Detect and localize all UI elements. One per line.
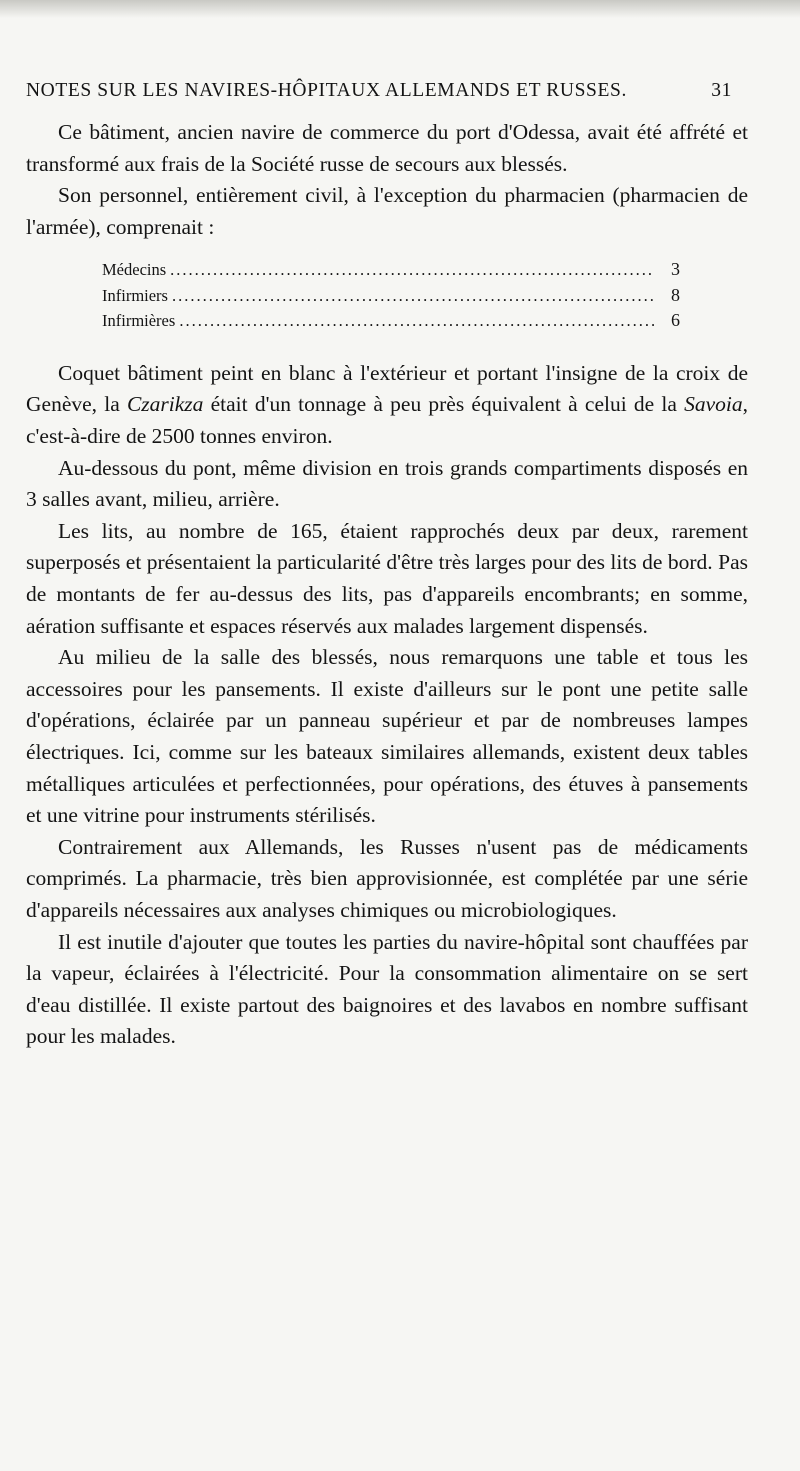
paragraph-8: Il est inutile d'ajouter que toutes les parties du navire-hôpital sont chauffées par la vapeur, éclairées à l'électricité. Pour la consommation alimentaire on se sert d'eau distillée. Il existe partout des baignoires et des lavabos en nombre suffisant pour les malades. (26, 929, 748, 1049)
ship-name-savoia: Savoia (684, 392, 743, 417)
staff-row-infirmieres (102, 308, 680, 334)
ship-name-czarikza: Czarikza (126, 392, 204, 417)
paragraph-6: Au milieu de la salle des blessés, nous remarquons une table et tous les accessoires pour les pansements. Il existe d'ailleurs sur le pont une petite salle d'opérations, éclairée par un panneau supérieur et par de nombreuses lampes électriques. Ici, comme sur les bateaux similaires allemands, existent deux tables métalliques articulées et perfectionnées, pour opérations, des étuves à pansements et une vitrine pour instruments stérilisés. (26, 645, 748, 828)
header-title: NOTES SUR LES NAVIRES-HÔPITAUX ALLEMANDS ET RUSSES. (26, 80, 627, 101)
staff-list (26, 257, 748, 334)
paragraph-3-part-3: , c'est-à-dire de 2500 tonnes environ. (26, 392, 749, 449)
staff-count: 6 (671, 310, 680, 331)
paragraph-5: Les lits, au nombre de 165, étaient rapprochés deux par deux, rarement superposés et présentaient la particularité d'être très larges pour des lits de bord. Pas de montants de fer au-dessus des lits, pas d'appareils encombrants; en somme, aération suffisante et espaces réservés aux malades largement dispensés. (26, 518, 748, 638)
staff-count: 8 (671, 284, 680, 305)
paragraph-1: Ce bâtiment, ancien navire de commerce du port d'Odessa, avait été affrété et transformé aux frais de la Société russe de secours aux blessés. (26, 120, 748, 176)
staff-row-medecins (102, 257, 680, 283)
paragraph-4: Au-dessous du pont, même division en trois grands compartiments disposés en 3 salles avant, milieu, arrière. (26, 455, 748, 512)
staff-label: Infirmières (102, 311, 176, 331)
paragraph-3 (26, 358, 748, 453)
staff-count: 3 (671, 259, 680, 280)
staff-label: Médecins (102, 260, 167, 280)
staff-row-infirmiers (102, 283, 680, 309)
body-text (26, 117, 748, 1053)
page-number: 31 (711, 80, 732, 101)
paragraph-2: Son personnel, entièrement civil, à l'exception du pharmacien (pharmacien de l'armée), comprenait : (26, 183, 748, 239)
scan-edge (0, 0, 800, 18)
paragraph-3-part-2: était d'un tonnage à peu près équivalent à celui de la (203, 392, 685, 417)
leader-dots (172, 284, 654, 309)
leader-dots (179, 309, 654, 334)
staff-label: Infirmiers (102, 285, 168, 305)
paragraph-3-part-1: Coquet bâtiment peint en blanc à l'extérieur et portant l'insigne de la croix de Genève, la (26, 360, 748, 417)
paragraph-7: Contrairement aux Allemands, les Russes n'usent pas de médicaments comprimés. La pharmacie, très bien approvisionnée, est complétée par une série d'appareils nécessaires aux analyses chimiques ou microbiologiques. (26, 834, 748, 922)
leader-dots (170, 258, 654, 283)
